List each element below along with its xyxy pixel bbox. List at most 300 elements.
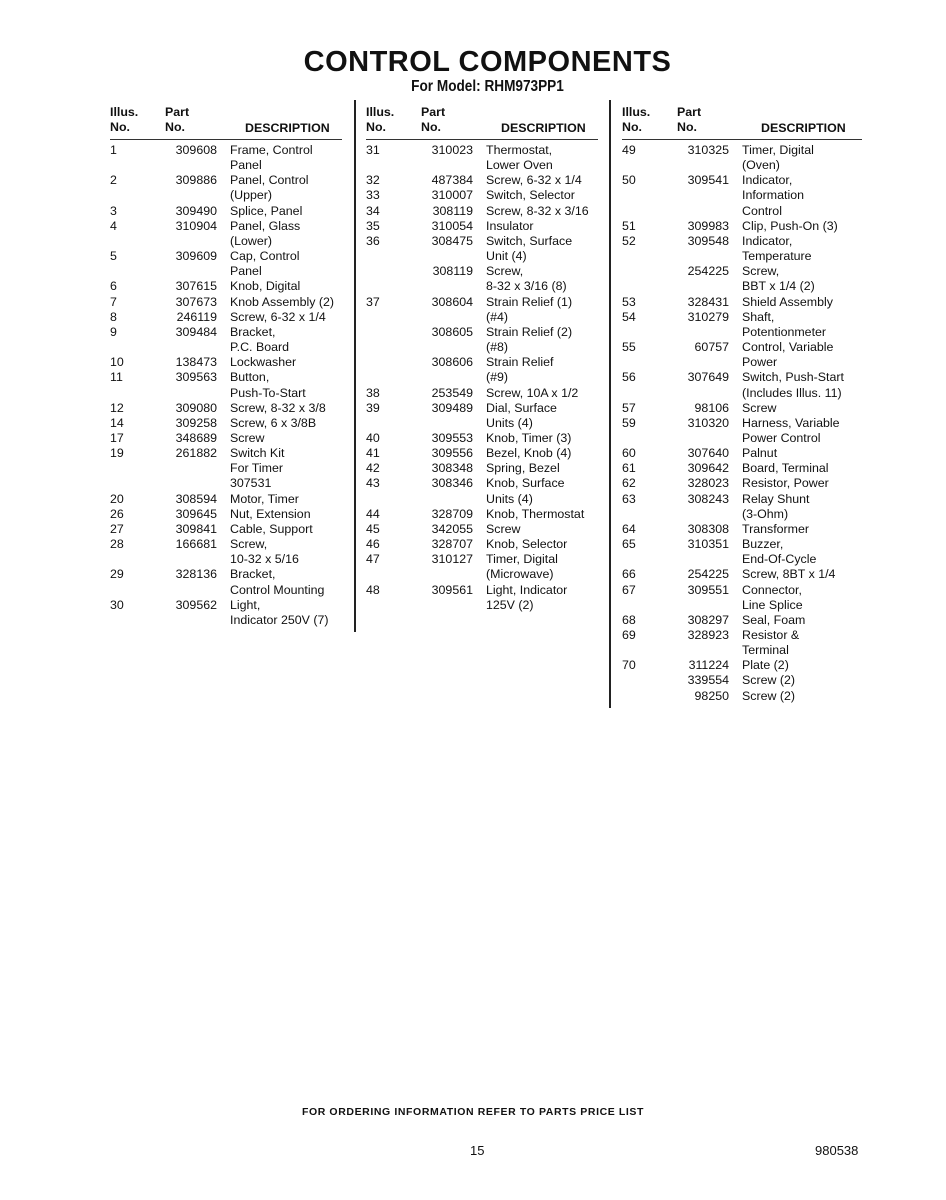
description-line: Motor, Timer — [230, 491, 299, 506]
part-number: 309080 — [175, 400, 217, 415]
part-number: 328707 — [431, 537, 473, 552]
description-line: Bracket, — [230, 567, 276, 582]
description-line: Information — [742, 188, 804, 203]
description-line: Screw, 8-32 x 3/8 — [230, 400, 326, 415]
table-row — [622, 658, 862, 673]
part-number: 309258 — [175, 415, 217, 430]
description-line: Clip, Push-On (3) — [742, 218, 838, 233]
illus-number: 68 — [622, 612, 636, 627]
part-number: 308475 — [431, 233, 473, 248]
table-row — [366, 446, 598, 461]
description — [729, 537, 816, 567]
description — [729, 689, 795, 704]
illus-number: 62 — [622, 476, 636, 491]
part-number: 308119 — [432, 264, 473, 279]
illus-number: 45 — [366, 521, 380, 536]
description-line: Screw, — [742, 264, 780, 279]
table-row — [622, 143, 862, 173]
illus-number: 54 — [622, 309, 636, 324]
description — [473, 507, 584, 522]
description — [729, 295, 833, 310]
description — [473, 446, 571, 461]
description — [473, 522, 520, 537]
table-row — [622, 234, 862, 264]
illus-number: 56 — [622, 370, 636, 385]
part-number: 310325 — [687, 143, 729, 157]
table-row — [110, 492, 342, 507]
description-line: Buzzer, — [742, 537, 784, 552]
header-part1: Part — [677, 105, 702, 119]
description-line: Panel, Control — [230, 173, 309, 188]
illus-number: 20 — [110, 491, 124, 506]
description — [729, 401, 776, 416]
description — [473, 173, 582, 188]
illus-number: 2 — [110, 173, 117, 188]
illus-number: 57 — [622, 400, 636, 415]
part-number: 309541 — [687, 173, 729, 188]
header-part2: No. — [165, 120, 185, 134]
illus-number: 52 — [622, 233, 636, 248]
parts-column-2 — [366, 105, 598, 613]
description-line: Cable, Support — [230, 521, 313, 536]
description-line: Strain Relief — [486, 355, 554, 370]
header-part2: No. — [421, 120, 441, 134]
part-number: 307615 — [175, 279, 217, 294]
description-line: Spring, Bezel — [486, 461, 560, 476]
description-line: (#8) — [486, 340, 509, 355]
illus-number: 66 — [622, 567, 636, 582]
illus-number: 46 — [366, 537, 380, 552]
column-divider — [609, 100, 611, 708]
table-row — [366, 386, 598, 401]
page-number: 15 — [470, 1143, 485, 1158]
description-line: Indicator 250V (7) — [230, 612, 329, 627]
header-illus1: Illus. — [110, 105, 139, 119]
table-row — [110, 204, 342, 219]
part-number: 310023 — [431, 143, 473, 157]
description — [217, 355, 296, 370]
illus-number: 11 — [110, 370, 123, 385]
description-line: Strain Relief (2) — [486, 324, 573, 339]
part-number: 339554 — [687, 673, 729, 688]
table-row — [622, 173, 862, 218]
header-part1: Part — [165, 105, 190, 119]
description-line: Plate (2) — [742, 658, 789, 673]
part-number: 308346 — [431, 476, 473, 491]
description — [473, 143, 553, 173]
illus-number: 48 — [366, 582, 380, 597]
description-line: Screw — [486, 521, 521, 536]
part-number: 328709 — [431, 506, 473, 521]
table-row — [366, 401, 598, 431]
table-row — [622, 628, 862, 658]
illus-number: 70 — [622, 658, 636, 673]
description-line: Insulator — [486, 218, 534, 233]
illus-number: 64 — [622, 521, 636, 536]
table-row — [622, 446, 862, 461]
description — [729, 476, 829, 491]
table-row — [110, 173, 342, 203]
part-number: 309489 — [431, 400, 473, 415]
description-line: Screw, 8BT x 1/4 — [742, 567, 836, 582]
description-line: P.C. Board — [230, 340, 290, 355]
description-line: End-Of-Cycle — [742, 552, 817, 567]
description-line: Control Mounting — [230, 582, 325, 597]
description-line: Switch, Selector — [486, 188, 575, 203]
header-desc: DESCRIPTION — [501, 121, 586, 135]
description — [729, 340, 833, 370]
description — [729, 173, 804, 218]
column-header — [622, 105, 862, 140]
description-line: Resistor, Power — [742, 476, 829, 491]
table-row — [110, 370, 342, 400]
part-number: 487384 — [431, 173, 473, 188]
part-number: 309556 — [431, 446, 473, 461]
part-number: 253549 — [431, 385, 473, 400]
description-line: Light, Indicator — [486, 582, 568, 597]
header-desc: DESCRIPTION — [761, 121, 846, 135]
table-row — [366, 325, 598, 355]
description-line: Light, — [230, 597, 261, 612]
table-row — [110, 355, 342, 370]
part-number: 308606 — [431, 355, 473, 370]
description-line: Bezel, Knob (4) — [486, 446, 572, 461]
part-number: 310007 — [431, 188, 473, 203]
parts-column-1 — [110, 105, 342, 628]
description — [217, 310, 326, 325]
table-row — [110, 446, 342, 491]
illus-number: 65 — [622, 537, 636, 552]
description — [473, 401, 557, 431]
table-row — [366, 583, 598, 613]
description-line: Power — [742, 355, 778, 370]
illus-number — [366, 355, 416, 385]
description — [217, 279, 300, 294]
description-line: Knob Assembly (2) — [230, 294, 334, 309]
description — [217, 204, 302, 219]
description — [473, 295, 572, 325]
ordering-note: FOR ORDERING INFORMATION REFER TO PARTS PRICE LIST — [301, 1106, 645, 1118]
illus-number: 3 — [110, 203, 117, 218]
description-line: Screw (2) — [742, 688, 796, 703]
part-number: 308243 — [687, 491, 729, 506]
description-line: (3-Ohm) — [742, 506, 789, 521]
table-row — [366, 264, 598, 294]
description — [729, 522, 809, 537]
illus-number: 36 — [366, 233, 380, 248]
header-part1: Part — [421, 105, 446, 119]
illus-number: 12 — [110, 400, 124, 415]
illus-number: 51 — [622, 218, 636, 233]
illus-number: 8 — [110, 309, 117, 324]
description-line: Switch, Surface — [486, 233, 573, 248]
illus-number: 5 — [110, 249, 117, 264]
description-line: Screw, 6-32 x 1/4 — [486, 173, 582, 188]
illus-number: 44 — [366, 506, 380, 521]
header-illus2: No. — [366, 120, 386, 134]
description-line: Lower Oven — [486, 158, 553, 173]
part-number: 308348 — [431, 461, 473, 476]
illus-number: 53 — [622, 294, 636, 309]
illus-number: 63 — [622, 491, 636, 506]
illus-number: 67 — [622, 582, 636, 597]
illus-number: 30 — [110, 597, 124, 612]
description — [217, 295, 334, 310]
description — [729, 628, 799, 658]
illus-number: 43 — [366, 476, 380, 491]
description-line: Splice, Panel — [230, 203, 303, 218]
illus-number: 9 — [110, 324, 117, 339]
illus-number: 26 — [110, 506, 124, 521]
table-row — [622, 613, 862, 628]
table-row — [622, 401, 862, 416]
table-row — [622, 522, 862, 537]
description-line: Board, Terminal — [742, 461, 829, 476]
table-row — [366, 476, 598, 506]
illus-number: 34 — [366, 203, 380, 218]
table-row — [110, 431, 342, 446]
table-row — [622, 310, 862, 340]
description — [473, 386, 578, 401]
part-number: 60757 — [694, 340, 729, 355]
column-header — [366, 105, 598, 140]
description-line: Screw, 8-32 x 3/16 — [486, 203, 589, 218]
description-line: Harness, Variable — [742, 415, 840, 430]
description — [729, 583, 803, 613]
description — [473, 583, 567, 613]
description — [217, 401, 326, 416]
part-number: 246119 — [176, 309, 217, 324]
part-number: 309886 — [175, 173, 217, 188]
illus-number: 32 — [366, 173, 380, 188]
description-line: 10-32 x 5/16 — [230, 552, 299, 567]
description — [473, 264, 567, 294]
table-row — [110, 325, 342, 355]
description — [729, 567, 835, 582]
description — [729, 416, 840, 446]
description — [729, 461, 829, 476]
description-line: Control — [742, 203, 782, 218]
table-row — [110, 143, 342, 173]
header-illus2: No. — [110, 120, 130, 134]
description-line: (#9) — [486, 370, 509, 385]
description — [729, 492, 810, 522]
description — [473, 234, 572, 264]
description — [473, 204, 589, 219]
description-line: (Lower) — [230, 233, 272, 248]
description-line: Timer, Digital — [742, 143, 814, 157]
part-number: 328923 — [687, 628, 729, 642]
illus-number: 1 — [110, 143, 117, 157]
description-line: Dial, Surface — [486, 400, 557, 415]
illus-number — [366, 325, 416, 355]
description-line: Knob, Thermostat — [486, 506, 585, 521]
description-line: Shield Assembly — [742, 294, 833, 309]
part-number: 328023 — [687, 476, 729, 491]
description — [217, 219, 300, 249]
table-row — [622, 264, 862, 294]
part-number: 309841 — [175, 521, 217, 536]
table-row — [622, 567, 862, 582]
parts-column-3 — [622, 105, 862, 704]
table-row — [622, 219, 862, 234]
illus-number: 10 — [110, 355, 124, 370]
part-number: 310127 — [431, 552, 473, 567]
part-number: 138473 — [175, 355, 217, 370]
part-number: 309642 — [687, 461, 729, 476]
illus-number: 61 — [622, 461, 636, 476]
description-line: Knob, Surface — [486, 476, 565, 491]
description — [217, 446, 284, 491]
description-line: For Timer — [230, 461, 284, 476]
table-row — [110, 279, 342, 294]
table-row — [622, 295, 862, 310]
description-line: Palnut — [742, 446, 778, 461]
part-number: 166681 — [175, 537, 217, 552]
table-row — [110, 567, 342, 597]
table-row — [366, 355, 598, 385]
part-number: 308308 — [687, 521, 729, 536]
part-number: 309645 — [175, 506, 217, 521]
description — [217, 370, 306, 400]
illus-number: 6 — [110, 279, 117, 294]
table-row — [366, 522, 598, 537]
description-line: 8-32 x 3/16 (8) — [486, 279, 567, 294]
document-number: 980538 — [815, 1143, 859, 1158]
description-line: 307531 — [230, 476, 272, 491]
header-illus1: Illus. — [622, 105, 651, 119]
illus-number: 40 — [366, 430, 380, 445]
description-line: Screw, 6 x 3/8B — [230, 415, 317, 430]
description-line: Screw, 10A x 1/2 — [486, 385, 579, 400]
description-line: Indicator, — [742, 173, 793, 188]
table-row — [622, 537, 862, 567]
description — [729, 143, 814, 173]
illus-number: 42 — [366, 461, 380, 476]
table-row — [366, 234, 598, 264]
table-row — [366, 295, 598, 325]
part-number: 261882 — [175, 446, 217, 461]
illus-number: 38 — [366, 385, 380, 400]
table-row — [366, 507, 598, 522]
description — [217, 492, 299, 507]
description-line: (Includes Illus. 11) — [742, 385, 842, 400]
header-part2: No. — [677, 120, 697, 134]
description — [473, 355, 554, 385]
description-line: Power Control — [742, 430, 821, 445]
description — [729, 658, 789, 673]
description-line: Potentionmeter — [742, 324, 827, 339]
part-number: 310320 — [687, 415, 729, 430]
description-line: Temperature — [742, 249, 812, 264]
part-number: 98106 — [694, 400, 729, 415]
part-number: 308297 — [687, 612, 729, 627]
part-number: 309608 — [175, 143, 217, 157]
header-illus1: Illus. — [366, 105, 395, 119]
table-row — [366, 431, 598, 446]
table-row — [110, 598, 342, 628]
part-number: 310351 — [687, 537, 729, 552]
description — [217, 325, 289, 355]
description — [217, 431, 264, 446]
description — [473, 461, 560, 476]
part-number: 328431 — [687, 294, 729, 309]
description — [473, 476, 565, 506]
table-row — [366, 552, 598, 582]
part-number: 309562 — [175, 597, 217, 612]
illus-number: 4 — [110, 218, 117, 233]
part-number: 308119 — [432, 203, 473, 218]
description-line: Nut, Extension — [230, 506, 311, 521]
table-row — [366, 461, 598, 476]
description — [729, 673, 795, 688]
table-row — [110, 249, 342, 279]
part-number: 254225 — [687, 567, 729, 582]
description — [729, 264, 815, 294]
illus-number: 41 — [366, 446, 380, 461]
description — [217, 567, 324, 597]
description-line: Screw, — [230, 537, 268, 552]
description-line: Screw, — [486, 264, 524, 279]
table-row — [622, 492, 862, 522]
description — [217, 537, 299, 567]
illus-number — [622, 673, 672, 688]
description — [729, 446, 777, 461]
column-divider — [354, 100, 356, 632]
description — [473, 188, 575, 203]
column-header — [110, 105, 342, 140]
description-line: Screw, 6-32 x 1/4 — [230, 309, 326, 324]
part-number: 307640 — [687, 446, 729, 461]
illus-number — [622, 264, 672, 294]
part-number: 309563 — [175, 370, 217, 385]
part-number: 342055 — [431, 521, 473, 536]
part-number: 310904 — [175, 218, 217, 233]
description-line: Lockwasher — [230, 355, 297, 370]
header-illus2: No. — [622, 120, 642, 134]
description-line: (Oven) — [742, 158, 780, 173]
description-line: 125V (2) — [486, 597, 534, 612]
description-line: Resistor & — [742, 628, 800, 642]
description-line: Indicator, — [742, 233, 793, 248]
description-line: Frame, Control — [230, 143, 313, 157]
illus-number: 39 — [366, 400, 380, 415]
part-number: 98250 — [694, 688, 729, 703]
description-line: Bracket, — [230, 324, 276, 339]
description — [217, 507, 311, 522]
table-row — [622, 370, 862, 400]
description-line: (#4) — [486, 309, 509, 324]
part-number: 309490 — [175, 203, 217, 218]
description-line: Shaft, — [742, 309, 775, 324]
part-number: 308594 — [175, 491, 217, 506]
illus-number: 47 — [366, 552, 380, 567]
description — [217, 173, 309, 203]
part-number: 309983 — [687, 218, 729, 233]
illus-number: 27 — [110, 521, 124, 536]
illus-number — [622, 689, 672, 704]
illus-number: 59 — [622, 415, 636, 430]
description-line: Button, — [230, 370, 270, 385]
description-line: Panel, Glass — [230, 218, 301, 233]
illus-number: 55 — [622, 340, 636, 355]
table-row — [622, 583, 862, 613]
description-line: Panel — [230, 264, 262, 279]
part-number: 309484 — [175, 324, 217, 339]
table-row — [110, 295, 342, 310]
part-number: 309548 — [687, 233, 729, 248]
description-line: Cap, Control — [230, 249, 300, 264]
